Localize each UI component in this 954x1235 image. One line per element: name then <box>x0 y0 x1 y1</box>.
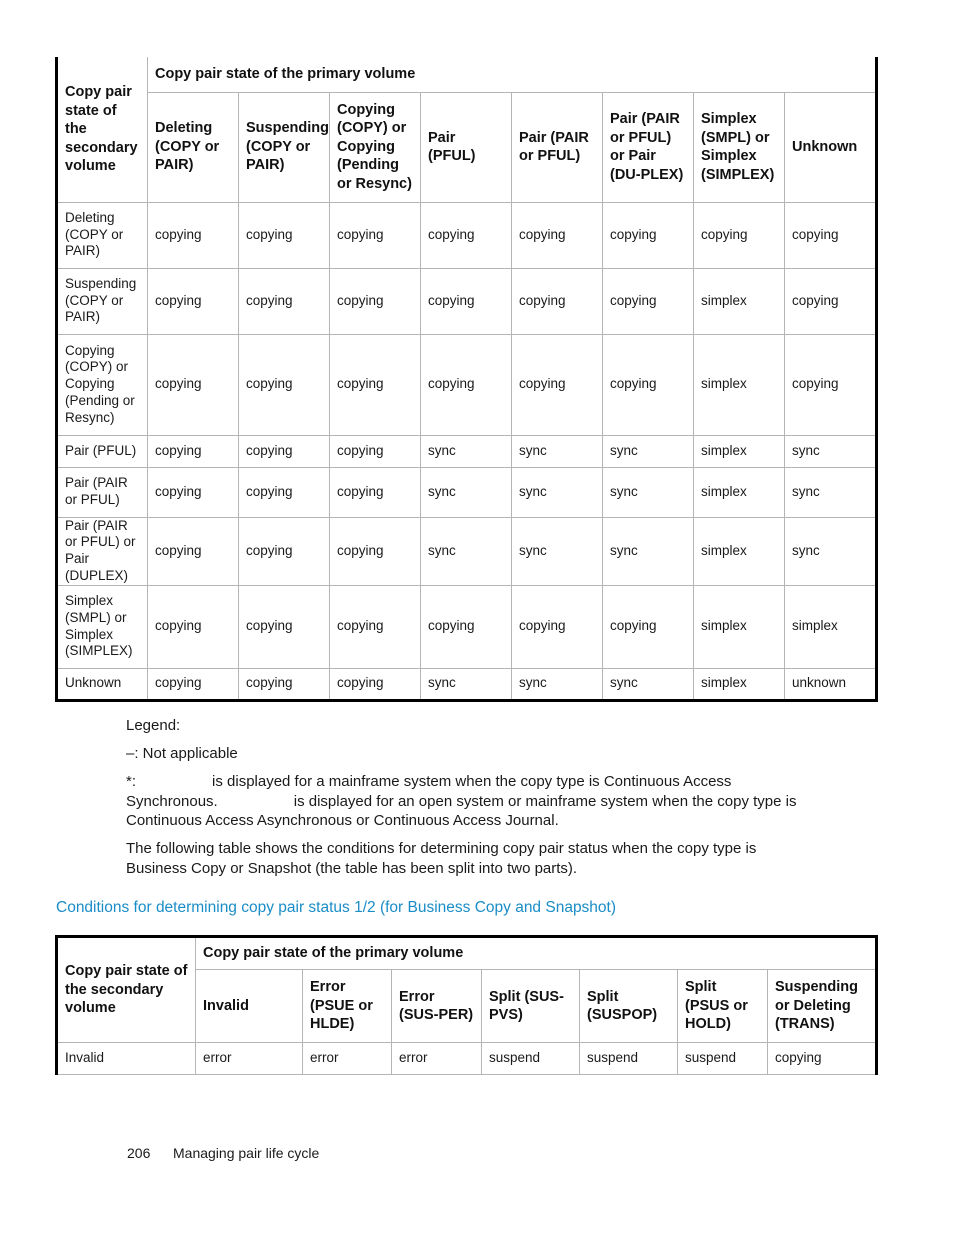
table1-corner-header: Copy pair state of the secondary volume <box>57 57 148 202</box>
table-cell: sync <box>421 668 512 700</box>
table-cell: copying <box>603 202 694 268</box>
table1-column-header: Suspending (COPY or PAIR) <box>239 92 330 202</box>
table-cell: simplex <box>694 435 785 467</box>
table-cell: suspend <box>678 1043 768 1075</box>
table-cell: copying <box>239 668 330 700</box>
table1-column-header: Deleting (COPY or PAIR) <box>148 92 239 202</box>
table-cell: copying <box>421 334 512 435</box>
table-cell: sync <box>512 435 603 467</box>
table-row <box>57 334 877 435</box>
table-row <box>57 268 877 334</box>
table-cell: copying <box>603 585 694 668</box>
table-cell: simplex <box>694 517 785 585</box>
table-row <box>57 467 877 517</box>
table-cell: copying <box>421 585 512 668</box>
table-cell: copying <box>148 467 239 517</box>
legend-title: Legend: <box>126 717 181 734</box>
asterisk-note-part2: is displayed for an open system or mainframe system when the copy type is Continuous Access Asynchronous or Continuous Access Journal. <box>126 792 797 829</box>
table-cell: copying <box>239 585 330 668</box>
table2-column-header: Error (SUS-PER) <box>392 970 482 1043</box>
table-cell: copying <box>330 668 421 700</box>
table-cell: copying <box>239 334 330 435</box>
table-cell: copying <box>421 268 512 334</box>
table-cell: copying <box>148 585 239 668</box>
table2-column-header: Split (SUS-PVS) <box>482 970 580 1043</box>
table-cell: copying <box>694 202 785 268</box>
table1-group-header: Copy pair state of the primary volume <box>148 57 877 92</box>
table-cell: error <box>196 1043 303 1075</box>
table-cell: suspend <box>482 1043 580 1075</box>
row-label: Unknown <box>57 668 148 700</box>
row-label: Pair (PAIR or PFUL) or Pair (DUPLEX) <box>57 517 148 585</box>
table-cell: suspend <box>580 1043 678 1075</box>
table-cell: copying <box>148 268 239 334</box>
table-cell: copying <box>421 202 512 268</box>
legend-not-applicable: –: Not applicable <box>126 745 238 762</box>
table-cell: copying <box>785 334 877 435</box>
table-cell: simplex <box>694 268 785 334</box>
table-cell: simplex <box>694 334 785 435</box>
row-label: Simplex (SMPL) or Simplex (SIMPLEX) <box>57 585 148 668</box>
table-cell: copying <box>512 334 603 435</box>
table-row <box>57 1043 877 1075</box>
table-cell: copying <box>148 202 239 268</box>
table-cell: copying <box>603 268 694 334</box>
footer-section-title: Managing pair life cycle <box>173 1145 320 1161</box>
table-cell: sync <box>603 517 694 585</box>
table-cell: simplex <box>785 585 877 668</box>
table-row <box>57 202 877 268</box>
row-label: Suspending (COPY or PAIR) <box>57 268 148 334</box>
table-cell: copying <box>330 334 421 435</box>
page-footer <box>127 1145 319 1161</box>
row-label: Deleting (COPY or PAIR) <box>57 202 148 268</box>
table1-column-header: Pair (PAIR or PFUL) or Pair (DU-PLEX) <box>603 92 694 202</box>
table-cell: copying <box>330 517 421 585</box>
table-cell: simplex <box>694 668 785 700</box>
table-cell: simplex <box>694 467 785 517</box>
table-cell: error <box>392 1043 482 1075</box>
asterisk-marker: *: <box>126 773 137 790</box>
table-cell: copying <box>239 517 330 585</box>
table-row <box>57 668 877 700</box>
table-cell: copying <box>239 467 330 517</box>
business-copy-status-table <box>55 935 878 1075</box>
table-cell: copying <box>330 585 421 668</box>
table1-column-header: Copying (COPY) or Copying (Pending or Resync) <box>330 92 421 202</box>
row-label: Invalid <box>57 1043 196 1075</box>
copy-pair-state-table <box>55 57 878 702</box>
page-number: 206 <box>127 1145 151 1161</box>
table-cell: copying <box>148 668 239 700</box>
table2-column-header: Invalid <box>196 970 303 1043</box>
table-cell: copying <box>785 268 877 334</box>
table-cell: copying <box>512 585 603 668</box>
table-row <box>57 435 877 467</box>
table1-column-header: Simplex (SMPL) or Simplex (SIMPLEX) <box>694 92 785 202</box>
table2-column-header: Error (PSUE or HLDE) <box>303 970 392 1043</box>
table2-column-header: Split (PSUS or HOLD) <box>678 970 768 1043</box>
table-cell: unknown <box>785 668 877 700</box>
table-cell: copying <box>148 334 239 435</box>
table1-column-header: Pair (PAIR or PFUL) <box>512 92 603 202</box>
table2-title: Conditions for determining copy pair status 1/2 (for Business Copy and Snapshot) <box>56 899 617 916</box>
table2-group-header: Copy pair state of the primary volume <box>196 937 877 970</box>
table1-column-header: Unknown <box>785 92 877 202</box>
table-cell: copying <box>239 202 330 268</box>
table-cell: sync <box>512 467 603 517</box>
table-cell: copying <box>512 268 603 334</box>
table-row <box>57 585 877 668</box>
table-cell: copying <box>239 268 330 334</box>
table-cell: sync <box>785 435 877 467</box>
table2-column-header: Suspending or Deleting (TRANS) <box>768 970 877 1043</box>
table-cell: copying <box>148 435 239 467</box>
table-cell: sync <box>785 517 877 585</box>
table-cell: sync <box>785 467 877 517</box>
table1-column-header: Pair (PFUL) <box>421 92 512 202</box>
intro-paragraph: The following table shows the conditions for determining copy pair status when the copy type is Business Copy or Snapshot (the table has been split into two parts). <box>126 840 757 877</box>
table2-column-header: Split (SUSPOP) <box>580 970 678 1043</box>
table-cell: copying <box>330 435 421 467</box>
table-row <box>57 517 877 585</box>
table-cell: sync <box>603 668 694 700</box>
table-cell: sync <box>421 517 512 585</box>
table-cell: sync <box>421 435 512 467</box>
legend-asterisk-note <box>126 772 806 831</box>
row-label: Copying (COPY) or Copying (Pending or Resync) <box>57 334 148 435</box>
table-cell: copying <box>148 517 239 585</box>
row-label: Pair (PAIR or PFUL) <box>57 467 148 517</box>
table-cell: copying <box>330 268 421 334</box>
asterisk-note-part1: is displayed for a mainframe system when the copy type is Continuous Access Synchronous. <box>126 773 732 810</box>
table-cell: sync <box>512 668 603 700</box>
table-cell: error <box>303 1043 392 1075</box>
table-cell: copying <box>603 334 694 435</box>
table-cell: copying <box>330 202 421 268</box>
table-cell: sync <box>421 467 512 517</box>
table-cell: sync <box>512 517 603 585</box>
table2-corner-header: Copy pair state of the secondary volume <box>57 937 196 1043</box>
table-cell: copying <box>512 202 603 268</box>
table-cell: sync <box>603 435 694 467</box>
table-cell: copying <box>785 202 877 268</box>
table-cell: copying <box>330 467 421 517</box>
table-cell: sync <box>603 467 694 517</box>
row-label: Pair (PFUL) <box>57 435 148 467</box>
table-cell: copying <box>768 1043 877 1075</box>
table-cell: copying <box>239 435 330 467</box>
table-cell: simplex <box>694 585 785 668</box>
